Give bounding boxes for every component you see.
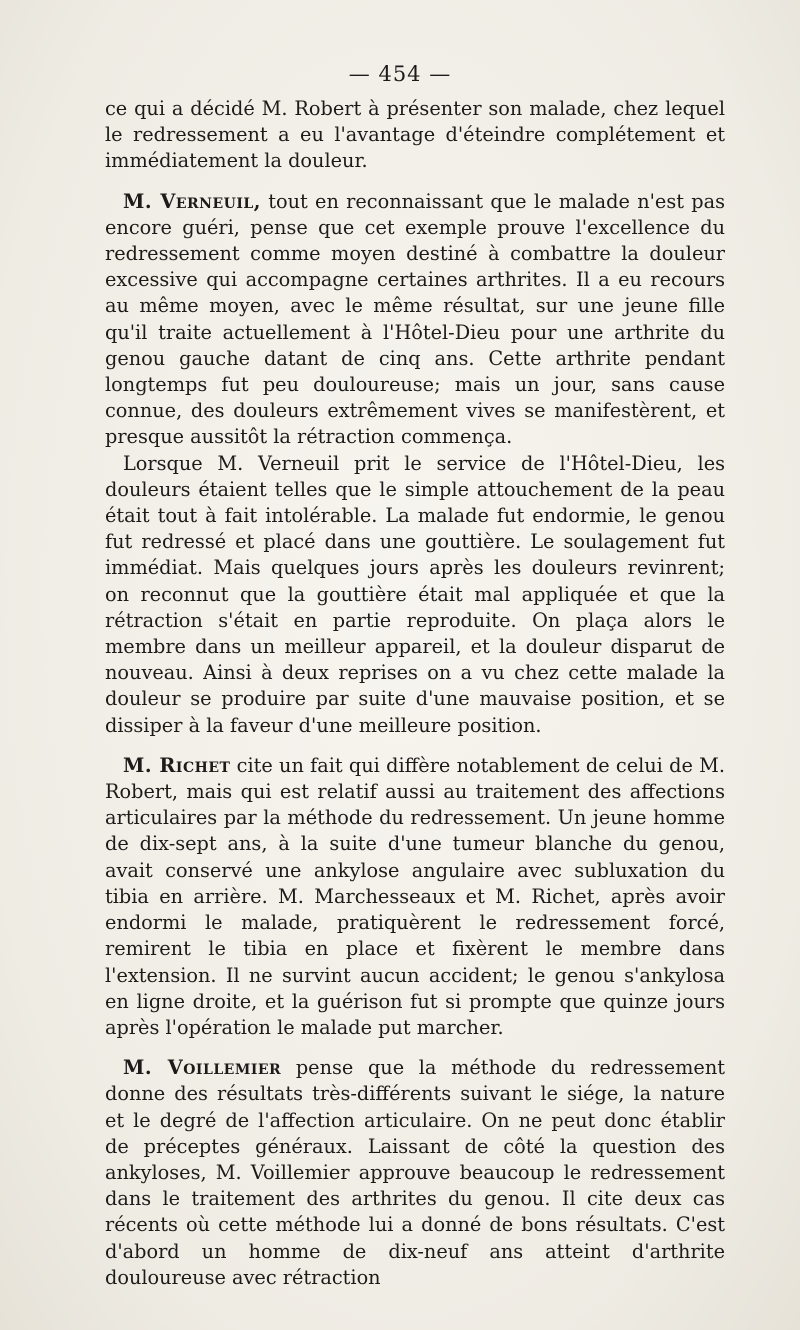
paragraph-1-text: ce qui a décidé M. Robert à présenter son malade, chez lequel le redressement a eu l'avantage d'éteindre complétement et immédiatement la douleur.: [105, 97, 725, 173]
speaker-voillemier: M. Voillemier: [123, 1056, 282, 1080]
paragraph-lorsque-text: Lorsque M. Verneuil prit le service de l'Hôtel-Dieu, les douleurs étaient telles que le simple attouchement de la peau était tout à fait intolérable. La malade fut endormie, le genou fut redressé et placé dans une gouttière. Le soulagement fut immédiat. Mais quelques jours après les douleurs revinrent; on reconnut que la gouttière était mal appliquée et que la rétraction s'était en partie reproduite. On plaça alors le membre dans un meilleur appareil, et la douleur disparut de nouveau. Ainsi à deux reprises on a vu chez cette malade la douleur se produire par suite d'une mauvaise position, et se dissiper à la faveur d'une meilleure position.: [105, 451, 725, 737]
speaker-richet: M. Richet: [123, 753, 231, 777]
paragraph-verneuil-text: tout en reconnaissant que le malade n'est pas encore guéri, pense que cet exemple prouve l'excellence du redressement comme moyen destiné à combattre la douleur excessive qui accompagne certaines arthrites. Il a eu recours au même moyen, avec le même résultat, sur une jeune fille qu'il traite actuellement à l'Hôtel-Dieu pour une arthrite du genou gauche datant de cinq ans. Cette arthrite pendant longtemps fut peu douloureuse; mais un jour, sans cause connue, des douleurs extrêmement vives se manifestèrent, et presque aussitôt la rétraction commença.: [105, 189, 725, 449]
paragraph-voillemier-text: pense que la méthode du redressement donne des résultats très-différents suivant le siége, la nature et le degré de l'affection articulaire. On ne peut donc établir de préceptes généraux. Laissant de côté la question des ankyloses, M. Voillemier approuve beaucoup le redressement dans le traitement des arthrites du genou. Il cite deux cas récents où cette méthode lui a donné de bons résultats. C'est d'abord un homme de dix-neuf ans atteint d'arthrite douloureuse avec rétraction: [105, 1056, 725, 1289]
page-body: [105, 96, 725, 1291]
paragraph-1: [105, 96, 725, 175]
paragraph-richet-text: cite un fait qui diffère notablement de celui de M. Robert, mais qui est relatif aussi au traitement des affections articulaires par la méthode du redressement. Un jeune homme de dix-sept ans, à la suite d'une tumeur blanche du genou, avait conservé une ankylose angulaire avec subluxation du tibia en arrière. M. Marchesseaux et M. Richet, après avoir endormi le malade, pratiquèrent le redressement forcé, remirent le tibia en place et fixèrent le membre dans l'extension. Il ne survint aucun accident; le genou s'ankylosa en ligne droite, et la guérison fut si prompte que quinze jours après l'opération le malade put marcher.: [105, 753, 725, 1039]
speaker-verneuil: M. Verneuil,: [123, 189, 261, 213]
paragraph-verneuil: [105, 189, 725, 451]
paragraph-lorsque: [105, 451, 725, 739]
paragraph-richet: [105, 753, 725, 1041]
page-number: — 454 —: [348, 62, 452, 86]
paragraph-voillemier: [105, 1055, 725, 1291]
